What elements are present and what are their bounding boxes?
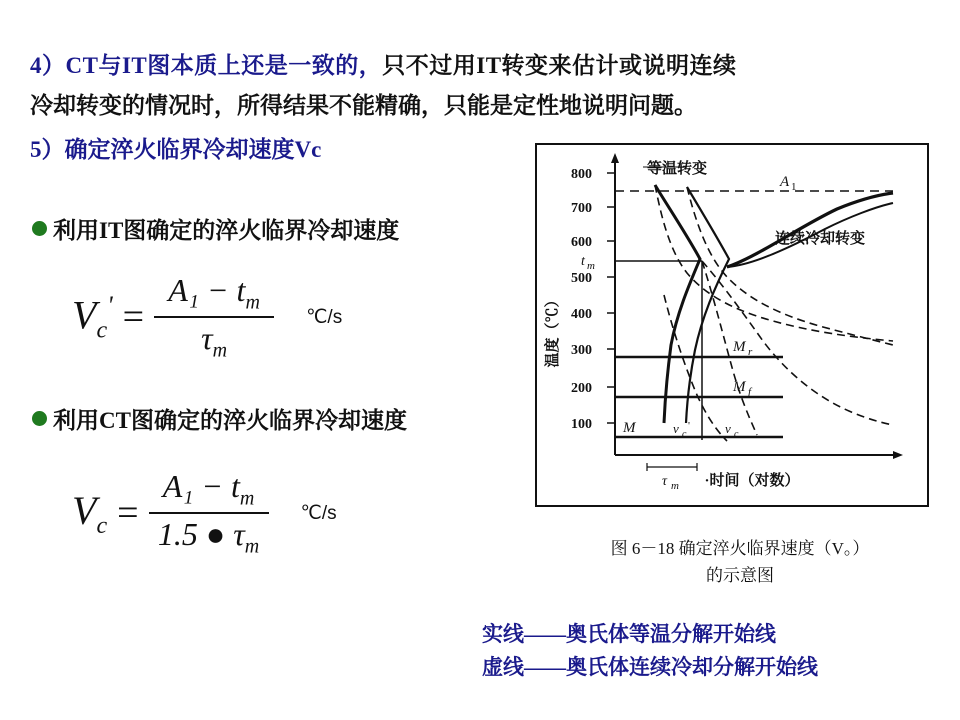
formula-vc-prime-equals: = (122, 296, 145, 339)
svg-text:c: c (734, 429, 739, 440)
formula-vc-equals: = (117, 492, 139, 535)
legend-dashed-line: 虚线——奥氏体连续冷却分解开始线 (482, 654, 818, 679)
formula-vc-prime-numerator-text: A₁ − t (168, 272, 246, 308)
ttt-cct-diagram-svg (537, 145, 923, 501)
svg-text:τ: τ (662, 474, 668, 489)
bullet-item-it-label: 利用IT图确定的淬火临界冷却速度 (53, 218, 400, 243)
formula-vc-fraction (149, 468, 269, 559)
figure-caption-line-1: 图 6－18 确定淬火临界速度（V。） (610, 539, 870, 558)
formula-vc-prime-unit: ℃/s (306, 306, 343, 328)
svg-text:800: 800 (571, 167, 592, 182)
formula-vc-denominator (150, 514, 267, 558)
svg-text:连续冷却转变: 连续冷却转变 (775, 231, 866, 247)
svg-text:温度（℃）: 温度（℃） (545, 292, 561, 368)
bullet-item-ct (32, 402, 407, 435)
svg-text:m: m (671, 480, 679, 492)
formula-vc-numerator-text: A₁ − t (162, 468, 240, 504)
svg-text:·时间（对数）: ·时间（对数） (704, 473, 800, 489)
paragraph-line-3: 5）确定淬火临界冷却速度Vc (30, 137, 322, 162)
formula-vc-denominator-text: 1.5 ● τ (157, 516, 245, 553)
formula-vc-unit: ℃/s (300, 502, 337, 524)
svg-text:v: v (673, 421, 679, 436)
formula-vc-prime-fraction (154, 272, 274, 363)
formula-vc-prime-symbol: V (72, 292, 97, 338)
svg-text:f: f (748, 386, 752, 398)
svg-text:v: v (725, 421, 731, 436)
svg-text:M: M (733, 379, 746, 395)
formula-vc-lhs (72, 487, 107, 540)
paragraph-line-1-part-c: 只不过用IT转变来估计或说明连续 (382, 53, 737, 78)
svg-text:': ' (688, 420, 690, 432)
formula-vc-prime-mark: ' (107, 290, 113, 320)
formula-vc-prime-denominator-text: τ (201, 320, 213, 357)
svg-text:m: m (587, 260, 595, 272)
svg-text:100: 100 (571, 417, 592, 432)
figure-caption (560, 535, 920, 589)
legend-block (482, 618, 818, 683)
formula-vc-prime-lhs (72, 291, 113, 344)
bullet-dot-icon (32, 411, 47, 426)
formula-vc-prime-numerator-sub: m (245, 291, 260, 314)
svg-text:A: A (780, 174, 790, 190)
paragraph-line-1-part-b: CT与IT图本质上还是一致的， (65, 53, 383, 78)
formula-vc-prime (72, 272, 342, 363)
formula-vc-prime-denominator (193, 318, 235, 362)
formula-vc-prime-subscript: c (96, 317, 108, 344)
svg-text:等温转变: 等温转变 (647, 161, 708, 177)
svg-text:200: 200 (571, 381, 592, 396)
svg-text:700: 700 (571, 201, 592, 216)
legend-solid-line: 实线——奥氏体等温分解开始线 (482, 622, 776, 646)
svg-text:500: 500 (571, 271, 592, 286)
svg-text:1: 1 (791, 181, 797, 193)
svg-text:400: 400 (571, 307, 592, 322)
svg-text:c: c (682, 429, 687, 440)
formula-vc-numerator-sub: m (239, 487, 255, 510)
svg-text:M: M (623, 420, 636, 436)
formula-vc-numerator (155, 468, 263, 512)
bullet-item-it (32, 212, 399, 245)
paragraph-line-2: 冷却转变的情况时，所得结果不能精确，只能是定性地说明问题。 (30, 93, 697, 118)
svg-text:600: 600 (571, 235, 592, 250)
formula-vc-symbol: V (72, 487, 97, 533)
formula-vc-subscript: c (96, 512, 108, 539)
formula-vc-prime-numerator (160, 272, 268, 316)
bullet-item-ct-label: 利用CT图确定的淬火临界冷却速度 (53, 408, 407, 433)
formula-vc (72, 468, 337, 559)
svg-text:r: r (748, 346, 753, 358)
svg-text:300: 300 (571, 343, 592, 358)
bullet-dot-icon (32, 221, 47, 236)
formula-vc-denominator-sub: m (244, 535, 260, 558)
paragraph-line-1-part-a: 4） (30, 53, 66, 78)
svg-text:t: t (581, 254, 585, 269)
paragraph-line-1 (30, 48, 930, 84)
svg-text:M: M (733, 339, 746, 355)
ttt-cct-diagram-figure (535, 143, 929, 507)
figure-caption-line-2: 的示意图 (706, 566, 774, 586)
formula-vc-prime-denominator-sub: m (212, 339, 228, 362)
